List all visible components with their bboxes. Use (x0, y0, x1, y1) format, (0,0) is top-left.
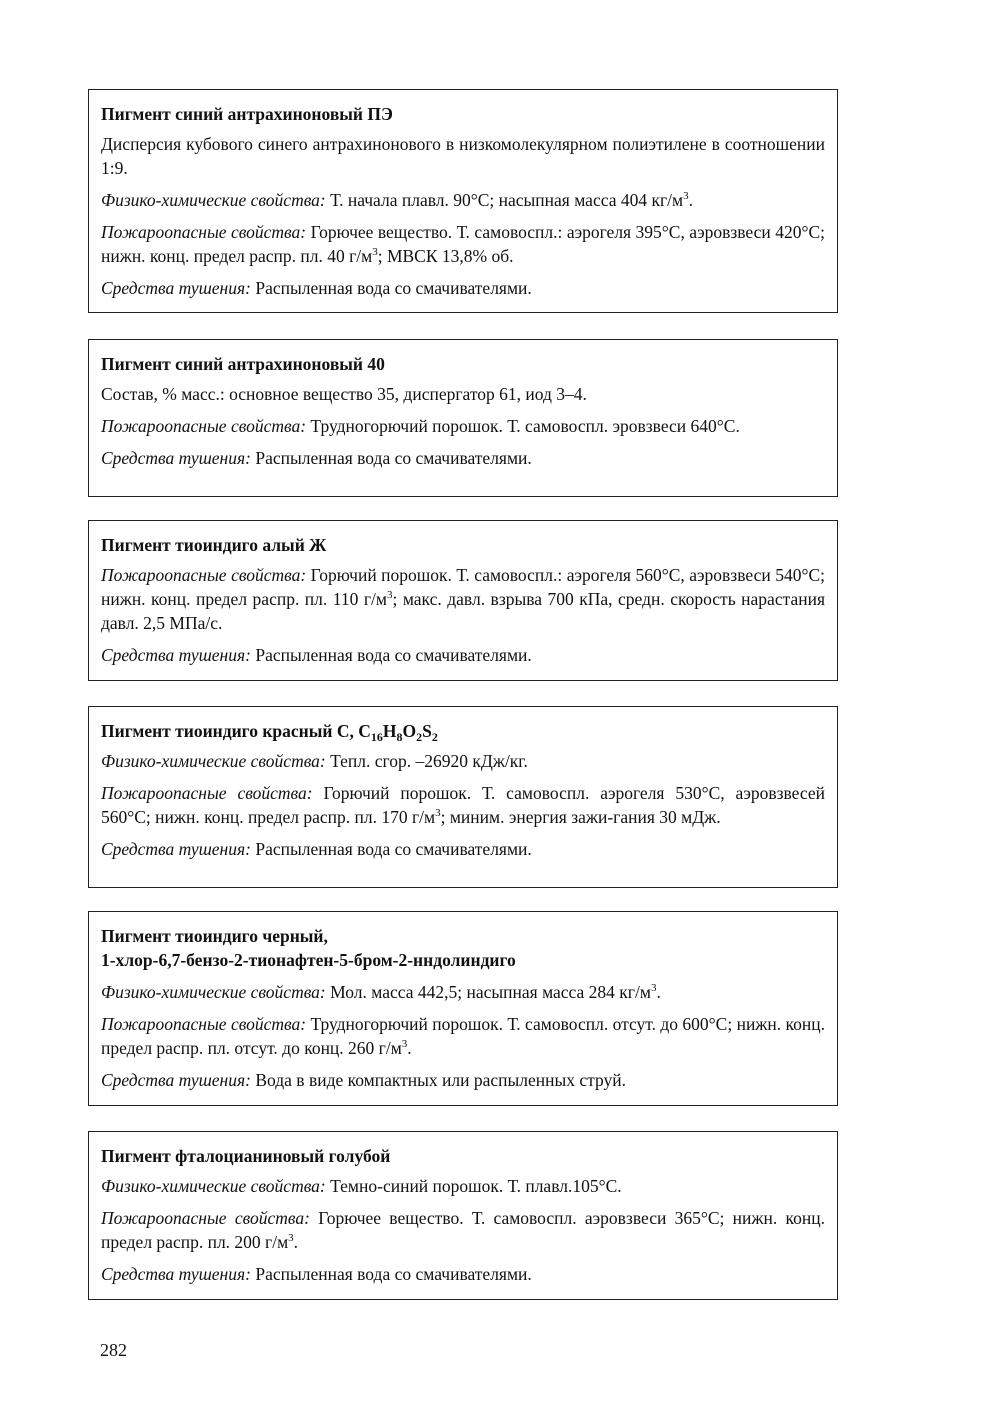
extinguishing-text: Распыленная вода со смачивателями. (250, 839, 532, 859)
fire-properties-text: Горючее вещество. Т. самовоспл.: аэрогеля 395°С, аэровзвеси 420°С; нижн. конц. предел распр. пл. 40 г/м (101, 222, 825, 266)
fire-properties (101, 414, 825, 438)
physical-properties-text-end: . (688, 190, 693, 210)
fire-properties (101, 563, 825, 635)
fire-properties-text-end: . (407, 1038, 412, 1058)
title-text: S (422, 721, 432, 741)
superscript: 3 (435, 807, 441, 819)
entry-card (88, 89, 838, 313)
extinguishing-label: Средства тушения: (101, 1070, 251, 1090)
fire-properties (101, 220, 825, 268)
fire-properties-text-end: ; МВСК 13,8% об. (377, 246, 514, 266)
fire-properties-text-end: ; макс. давл. взрыва 700 кПа, средн. скорость нарастания давл. 2,5 МПа/с. (101, 589, 825, 633)
extinguishing-label: Средства тушения: (101, 839, 251, 859)
title-text: Пигмент тиоиндиго красный С, C (101, 721, 371, 741)
superscript: 3 (288, 1232, 294, 1244)
superscript: 3 (372, 246, 378, 258)
physical-properties-label: Физико-химические свойства: (101, 1176, 326, 1196)
entry-title: Пигмент синий антрахиноновый 40 (101, 354, 385, 374)
entry-card (88, 520, 838, 681)
entry-title (101, 719, 825, 743)
fire-properties-label: Пожароопасные свойства: (101, 1014, 307, 1034)
fire-properties-label: Пожароопасные свойства: (101, 222, 307, 242)
extinguishing-agents (101, 276, 825, 300)
entry-title: Пигмент тиоиндиго алый Ж (101, 535, 327, 555)
physical-properties (101, 980, 825, 1004)
extinguishing-label: Средства тушения: (101, 278, 251, 298)
physical-properties (101, 188, 825, 212)
physical-properties-label: Физико-химические свойства: (101, 982, 326, 1002)
entry-title: Пигмент фталоцианиновый голубой (101, 1146, 391, 1166)
entry-description: Дисперсия кубового синего антрахинонового в низкомолекулярном полиэтилене в соотношении 1:9. (101, 134, 825, 178)
entry-title-line: 1-хлор-6,7-бензо-2-тионафтен-5-бром-2-нндолиндиго (101, 950, 516, 970)
fire-properties (101, 1012, 825, 1060)
superscript: 3 (386, 589, 393, 601)
extinguishing-label: Средства тушения: (101, 645, 251, 665)
fire-properties-label: Пожароопасные свойства: (101, 783, 313, 803)
entry-title (101, 924, 825, 972)
entry-card (88, 1131, 838, 1300)
subscript: 2 (431, 730, 438, 744)
fire-properties-label: Пожароопасные свойства: (101, 565, 307, 585)
physical-properties-label: Физико-химические свойства: (101, 190, 326, 210)
entry-title-line: Пигмент тиоиндиго черный, (101, 926, 328, 946)
physical-properties-text: Т. начала плавл. 90°С; насыпная масса 404 кг/м (325, 190, 684, 210)
extinguishing-agents (101, 446, 825, 470)
entry-card (88, 339, 838, 497)
fire-properties-text: Горючий порошок. Т. самовоспл.: аэрогеля 560°С, аэровзвеси 540°С; нижн. конц. предел распр. пл. 110 г/м (101, 565, 826, 609)
extinguishing-agents (101, 643, 825, 667)
superscript: 3 (650, 982, 657, 994)
fire-properties-text: Горючий порошок. Т. самовоспл. аэрогеля 530°С, аэровзвесей 560°С; нижн. конц. предел распр. пл. 170 г/м (101, 783, 825, 827)
fire-properties-text-end: . (293, 1232, 299, 1252)
physical-properties-label: Физико-химические свойства: (101, 751, 326, 771)
extinguishing-text: Вода в виде компактных или распыленных струй. (250, 1070, 627, 1090)
fire-properties-text: Трудногорючий порошок. Т. самовоспл. эровзвеси 640°С. (306, 416, 740, 436)
extinguishing-label: Средства тушения: (101, 448, 251, 468)
title-text: H (382, 721, 397, 741)
physical-properties-text: Мол. масса 442,5; насыпная масса 284 кг/м (325, 982, 651, 1002)
extinguishing-text: Распыленная вода со смачивателями. (250, 1264, 532, 1284)
title-text: O (402, 721, 417, 741)
fire-properties-text: Трудногорючий порошок. Т. самовоспл. отсут. до 600°С; нижн. конц. предел распр. пл. отсут. до конц. 260 г/м (101, 1014, 825, 1058)
subscript: 16 (370, 730, 383, 744)
physical-properties-text: Темно-синий порошок. Т. плавл.105°С. (325, 1176, 622, 1196)
entry-title: Пигмент синий антрахиноновый ПЭ (101, 104, 393, 124)
physical-properties-text: Тепл. сгор. –26920 кДж/кг. (325, 751, 528, 771)
fire-properties-text: Горючее вещество. Т. самовоспл. аэровзвеси 365°С; нижн. конц. предел распр. пл. 200 г/м (101, 1208, 825, 1252)
entry-card (88, 706, 838, 888)
extinguishing-text: Распыленная вода со смачивателями. (250, 448, 532, 468)
entry-card (88, 911, 838, 1106)
fire-properties-text-end: ; миним. энергия зажи-гания 30 мДж. (440, 807, 721, 827)
subscript: 8 (396, 730, 403, 744)
superscript: 3 (401, 1038, 408, 1050)
page-number: 282 (100, 1340, 127, 1360)
entry-composition: Состав, % масс.: основное вещество 35, диспергатор 61, иод 3–4. (101, 384, 587, 404)
physical-properties (101, 1174, 825, 1198)
extinguishing-label: Средства тушения: (101, 1264, 251, 1284)
extinguishing-agents (101, 1262, 825, 1286)
extinguishing-agents (101, 837, 825, 861)
fire-properties-label: Пожароопасные свойства: (101, 1208, 310, 1228)
subscript: 2 (416, 730, 423, 744)
superscript: 3 (683, 190, 689, 202)
fire-properties (101, 1206, 825, 1254)
physical-properties (101, 749, 825, 773)
fire-properties-label: Пожароопасные свойства: (101, 416, 307, 436)
extinguishing-text: Распыленная вода со смачивателями. (250, 645, 532, 665)
physical-properties-text-end: . (656, 982, 661, 1002)
fire-properties (101, 781, 825, 829)
extinguishing-text: Распыленная вода со смачивателями. (250, 278, 532, 298)
extinguishing-agents (101, 1068, 825, 1092)
